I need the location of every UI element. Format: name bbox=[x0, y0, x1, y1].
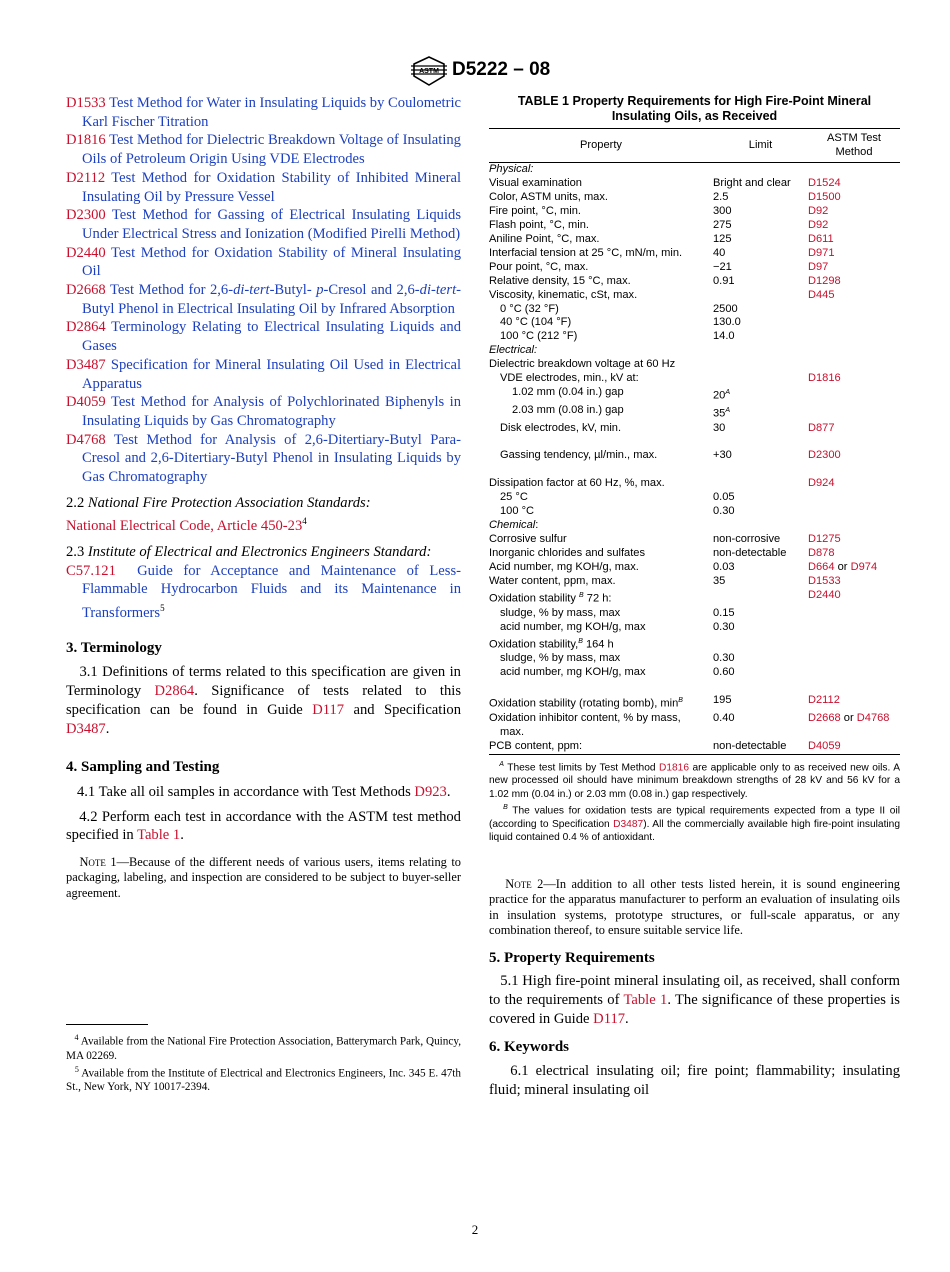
table-cell: 0.40 bbox=[713, 711, 735, 724]
table-row bbox=[489, 205, 900, 219]
table-cell: non-detectable bbox=[713, 739, 787, 752]
table-cell: Flash point, °C, min. bbox=[489, 218, 590, 231]
table-cell[interactable]: D4059 bbox=[808, 739, 841, 752]
table-cell: 2.03 mm (0.08 in.) gap bbox=[512, 403, 624, 416]
table-cell: Disk electrodes, kV, min. bbox=[500, 421, 622, 434]
table-cell: 1.02 mm (0.04 in.) gap bbox=[512, 386, 624, 399]
reference-link[interactable]: D2864 bbox=[66, 319, 106, 336]
table-cell: Corrosive sulfur bbox=[489, 533, 567, 546]
reference-item bbox=[66, 94, 461, 131]
reference-item: C57.121 Guide for Acceptance and Maintenance of Less-Flammable Hydrocarbon Fluids and its Maintenance in Transformers$^5$ bbox=[66, 562, 461, 621]
table-row bbox=[489, 607, 900, 621]
table-cell[interactable]: D2300 bbox=[808, 449, 841, 462]
footnote-divider bbox=[66, 1024, 148, 1025]
table-cell bbox=[713, 589, 808, 607]
reference-link[interactable]: D4059 bbox=[66, 394, 106, 411]
d923-link[interactable]: D923 bbox=[414, 783, 447, 800]
table-row bbox=[489, 219, 900, 233]
table-row bbox=[489, 694, 900, 712]
table-cell bbox=[808, 635, 900, 653]
table-cell: Viscosity, kinematic, cSt, max. bbox=[489, 288, 638, 301]
reference-item bbox=[66, 393, 461, 430]
reference-item bbox=[66, 206, 461, 243]
section-4-1: 4.1 Take all oil samples in accordance with Test Methods D923. bbox=[76, 783, 451, 800]
header-property: Property bbox=[580, 138, 622, 151]
table-cell: Acid number, mg KOH/g, max. bbox=[489, 561, 639, 574]
table-row bbox=[489, 477, 900, 491]
table-row bbox=[489, 712, 900, 740]
table-cell[interactable]: D2440 bbox=[808, 589, 841, 602]
table-footnote-a: $^A$ These test limits by Test Method D1816 are applicable only to as received new oils. A new processed oil should have minimum breakdown strengths of 28 kV and 56 kV for a 1.02 mm (0.04 in.) or 2.03 mm (0.08 in.) gap respectively. bbox=[489, 760, 900, 800]
reference-title-link[interactable]: Test Method for Analysis of Polychlorinated Biphenyls in Insulating Liquids by Gas Chromatography bbox=[82, 394, 462, 429]
table-cell[interactable]: D971 bbox=[808, 246, 835, 259]
table-cell bbox=[808, 316, 900, 330]
table-cell[interactable]: D445 bbox=[808, 288, 835, 301]
table-cell: D2668 or D4768 bbox=[808, 711, 890, 724]
table-cell: Color, ASTM units, max. bbox=[489, 190, 608, 203]
table-cell bbox=[808, 303, 900, 317]
table-cell: Dissipation factor at 60 Hz, %, max. bbox=[489, 477, 665, 490]
table-footnotes bbox=[489, 758, 900, 845]
section-5-1: 5.1 High fire-point mineral insulating oil, as received, shall conform to the requirements of Table 1. The significance of these properties is covered in Guide D117. bbox=[489, 973, 900, 1027]
table-cell: non-corrosive bbox=[713, 533, 781, 546]
table-cell: 0.30 bbox=[713, 620, 735, 633]
table-1-link[interactable]: Table 1 bbox=[623, 991, 668, 1008]
table-cell: 0.30 bbox=[713, 505, 735, 518]
reference-title-link[interactable]: Terminology Relating to Electrical Insulating Liquids and Gases bbox=[82, 319, 461, 355]
table-cell bbox=[808, 505, 900, 519]
reference-item bbox=[66, 169, 461, 206]
reference-title-link[interactable]: Guide for Acceptance and Maintenance of Less-Flammable Hydrocarbon Fluids and its Maintenance in Transformers bbox=[82, 562, 461, 621]
table-cell: Visual examination bbox=[489, 176, 582, 189]
table-cell: Water content, ppm, max. bbox=[489, 575, 616, 588]
table-row bbox=[489, 575, 900, 589]
reference-link[interactable]: D2440 bbox=[66, 244, 106, 261]
table-row bbox=[489, 177, 900, 191]
table-row bbox=[489, 289, 900, 303]
astm-logo-icon bbox=[410, 56, 448, 86]
reference-item bbox=[66, 281, 461, 318]
table-cell[interactable]: D2112 bbox=[808, 694, 840, 707]
table-cell bbox=[808, 621, 900, 635]
table-cell: 40 °C (104 °F) bbox=[500, 316, 572, 329]
table-row bbox=[489, 533, 900, 547]
reference-link[interactable]: D2300 bbox=[66, 207, 106, 224]
table-cell: Electrical: bbox=[489, 344, 538, 357]
d117-link[interactable]: D117 bbox=[312, 701, 345, 718]
reference-link[interactable]: D1816 bbox=[66, 132, 106, 149]
reference-title-link[interactable]: Test Method for Gassing of Electrical Insulating Liquids Under Electrical Stress and Ionization (Modified Pirelli Method) bbox=[82, 207, 461, 242]
table-cell: D664 or D974 bbox=[808, 561, 878, 574]
table-cell: Gassing tendency, µl/min., max. bbox=[500, 449, 658, 462]
table-cell: 0.91 bbox=[713, 274, 735, 287]
reference-item bbox=[66, 244, 461, 281]
section-6-1: 6.1 electrical insulating oil; fire point; flammability; insulating fluid; mineral insulating oil bbox=[489, 1063, 901, 1098]
table-row bbox=[489, 505, 900, 519]
table-cell[interactable]: D92 bbox=[808, 204, 829, 217]
reference-link[interactable]: C57.121 bbox=[66, 562, 116, 579]
table-row bbox=[489, 303, 900, 317]
reference-title-link[interactable]: Test Method for Oxidation Stability of Mineral Insulating Oil bbox=[82, 244, 461, 280]
table-row bbox=[489, 519, 900, 533]
header-method: ASTM Test Method bbox=[826, 131, 882, 158]
table-cell: 0.30 bbox=[713, 652, 735, 665]
table-cell: 125 bbox=[713, 232, 732, 245]
table-cell: Oxidation stability $^B$ 72 h: bbox=[489, 592, 612, 605]
header-limit: Limit bbox=[748, 138, 773, 151]
table-row bbox=[489, 386, 900, 404]
table-cell: 0 °C (32 °F) bbox=[500, 302, 559, 315]
reference-item bbox=[66, 318, 461, 355]
d3487-link[interactable]: D3487 bbox=[66, 720, 106, 737]
table-cell bbox=[808, 491, 900, 505]
table-cell: Pour point, °C, max. bbox=[489, 260, 589, 273]
table-cell: 275 bbox=[713, 218, 732, 231]
footnote-4: $^4$ Available from the National Fire Protection Association, Batterymarch Park, Quincy, MA 02269. bbox=[66, 1033, 461, 1062]
section-2-3: 2.3 Institute of Electrical and Electronics Engineers Standard: bbox=[66, 544, 432, 561]
table-cell[interactable]: D1298 bbox=[808, 274, 841, 287]
table-cell: 130.0 bbox=[713, 316, 741, 329]
page-header bbox=[0, 56, 950, 88]
table-cell: sludge, % by mass, max bbox=[500, 606, 621, 619]
table-cell bbox=[713, 477, 808, 491]
table-row bbox=[489, 666, 900, 680]
table-cell bbox=[808, 607, 900, 621]
table-cell[interactable]: D1533 bbox=[808, 575, 841, 588]
table-cell bbox=[808, 404, 900, 422]
table-row bbox=[489, 344, 900, 358]
table-row bbox=[489, 491, 900, 505]
table-cell[interactable]: D1816 bbox=[808, 372, 841, 385]
table-cell: Fire point, °C, min. bbox=[489, 204, 581, 217]
table-cell: Dielectric breakdown voltage at 60 Hz bbox=[489, 358, 676, 371]
table-row bbox=[489, 740, 900, 754]
table-cell: PCB content, ppm: bbox=[489, 739, 583, 752]
table-cell bbox=[808, 652, 900, 666]
table-cell bbox=[713, 289, 808, 303]
table-row bbox=[489, 561, 900, 575]
reference-link[interactable]: D1533 bbox=[66, 95, 106, 111]
table-cell[interactable]: D97 bbox=[808, 260, 829, 273]
table-cell: 35 bbox=[713, 575, 726, 588]
table-cell: 100 °C bbox=[500, 505, 535, 518]
table-cell: −21 bbox=[713, 260, 732, 273]
reference-item bbox=[66, 356, 461, 393]
note-1: Note 1—Because of the different needs of various users, items relating to packaging, labeling, and inspection are considered to be subject to buyer-seller agreement. bbox=[66, 855, 461, 900]
table-cell[interactable]: D1500 bbox=[808, 190, 841, 203]
document-id: D5222 – 08 bbox=[452, 59, 551, 80]
table-row bbox=[489, 635, 900, 653]
reference-list bbox=[66, 94, 461, 487]
table-row bbox=[489, 275, 900, 289]
table-cell: 40 bbox=[713, 246, 726, 259]
table-footnote-b: $^B$ The values for oxidation tests are typical requirements expected from a type II oil (according to Specification D3487). All the commercially available high fire-point insulating liquid contained 0.4 % of antioxidant. bbox=[489, 804, 900, 844]
section-3-heading: 3. Terminology bbox=[66, 639, 162, 656]
table-cell: VDE electrodes, min., kV at: bbox=[500, 372, 639, 385]
table-cell: acid number, mg KOH/g, max bbox=[500, 620, 646, 633]
table-cell: 195 bbox=[713, 694, 732, 707]
table-cell bbox=[713, 635, 808, 653]
table-cell: Interfacial tension at 25 °C, mN/m, min. bbox=[489, 246, 683, 259]
table-row bbox=[489, 330, 900, 344]
table-row bbox=[489, 233, 900, 247]
table-cell: 0.60 bbox=[713, 666, 735, 679]
table-cell: 300 bbox=[713, 204, 732, 217]
table-cell[interactable]: D924 bbox=[808, 477, 835, 490]
table-cell[interactable]: D877 bbox=[808, 421, 835, 434]
note-2: Note 2—In addition to all other tests listed herein, it is sound engineering practice for the apparatus manufacturer to perform an evaluation of insulating oils in insulation systems, prototype structures, or full-scale apparatus, or any combination thereof, to ensure suitable service life. bbox=[489, 876, 901, 938]
section-4-2: 4.2 Perform each test in accordance with the ASTM test method specified in Table 1. bbox=[66, 808, 461, 844]
table-cell: Oxidation stability,$^B$ 164 h bbox=[489, 637, 614, 651]
table-row bbox=[489, 449, 900, 463]
table-cell: Physical: bbox=[489, 163, 534, 175]
table-caption: TABLE 1 Property Requirements for High Fire-Point Mineral Insulating Oils, as Received bbox=[517, 94, 872, 123]
section-3-1: 3.1 Definitions of terms related to this specification are given in Terminology D2864. Significance of tests related to this specification can be found in Guide D117 and Specification D3487. bbox=[66, 664, 461, 737]
footnote-5: $^5$ Available from the Institute of Electrical and Electronics Engineers, Inc. 345 E. 47th St., New York, NY 10017-2394. bbox=[66, 1064, 461, 1094]
table-row bbox=[489, 247, 900, 261]
table-row bbox=[489, 358, 900, 372]
table-row bbox=[489, 621, 900, 635]
table-cell: Oxidation inhibitor content, % by mass, max. bbox=[489, 711, 681, 738]
table-cell: Relative density, 15 °C, max. bbox=[489, 274, 631, 287]
right-column bbox=[489, 94, 900, 1099]
table-cell: $35^A$ bbox=[713, 406, 731, 420]
table-cell[interactable]: D1275 bbox=[808, 533, 841, 546]
table-cell: acid number, mg KOH/g, max bbox=[500, 666, 646, 679]
table-row bbox=[489, 261, 900, 275]
svg-text:ASTM: ASTM bbox=[419, 68, 439, 75]
table-cell: sludge, % by mass, max bbox=[500, 652, 621, 665]
d2864-link[interactable]: D2864 bbox=[154, 683, 195, 700]
table-1-link[interactable]: Table 1 bbox=[137, 827, 181, 844]
table-cell[interactable]: D92 bbox=[808, 218, 829, 231]
page-number: 2 bbox=[471, 1222, 479, 1237]
reference-title-link[interactable]: Test Method for Dielectric Breakdown Voltage of Insulating Oils of Petroleum Origin Using VDE Electrodes bbox=[82, 132, 461, 168]
table-cell: 14.0 bbox=[713, 330, 735, 343]
reference-title-link[interactable]: Test Method for Oxidation Stability of Inhibited Mineral Insulating Oil by Pressure Vessel bbox=[82, 169, 461, 205]
reference-link[interactable]: D2112 bbox=[66, 169, 106, 186]
table-cell: 0.05 bbox=[713, 491, 735, 504]
table-row bbox=[489, 404, 900, 422]
reference-link[interactable]: D2668 bbox=[66, 282, 106, 299]
table-row bbox=[489, 163, 900, 177]
table-cell: Aniline Point, °C, max. bbox=[489, 232, 600, 245]
table-cell: $20^A$ bbox=[713, 389, 731, 402]
table-cell bbox=[808, 386, 900, 404]
reference-link[interactable]: D4768 bbox=[66, 431, 106, 448]
property-table bbox=[489, 128, 900, 755]
table-cell: +30 bbox=[713, 449, 732, 462]
table-row bbox=[489, 547, 900, 561]
reference-item bbox=[66, 431, 461, 487]
reference-link[interactable]: D3487 bbox=[66, 356, 106, 373]
reference-item bbox=[66, 131, 461, 168]
reference-title-link[interactable]: Test Method for Analysis of 2,6-Ditertiary-Butyl Para-Cresol and 2,6-Ditertiary-Butyl Phenol in Insulating Liquids by Gas Chromatography bbox=[82, 431, 461, 486]
reference-title-link[interactable]: Specification for Mineral Insulating Oil Used in Electrical Apparatus bbox=[82, 356, 461, 392]
reference-title-link[interactable]: Test Method for Water in Insulating Liquids by Coulometric Karl Fischer Titration bbox=[82, 95, 462, 130]
footnotes bbox=[66, 1031, 461, 1094]
table-row bbox=[489, 652, 900, 666]
table-cell: 30 bbox=[713, 421, 726, 434]
section-5-heading: 5. Property Requirements bbox=[489, 949, 655, 966]
table-row bbox=[489, 372, 900, 386]
table-cell[interactable]: D1524 bbox=[808, 176, 841, 189]
table-row bbox=[489, 191, 900, 205]
table-cell: Bright and clear bbox=[713, 176, 791, 189]
table-cell: Inorganic chlorides and sulfates bbox=[489, 547, 646, 560]
reference-title-link[interactable]: Test Method for 2,6-di-tert-Butyl- p-Cresol and 2,6-di-tert-Butyl Phenol in Electrical Insulating Oil by Infrared Absorption bbox=[82, 282, 461, 317]
table-row bbox=[489, 422, 900, 436]
table-row bbox=[489, 316, 900, 330]
nec-link[interactable]: National Electrical Code, Article 450-23 bbox=[66, 518, 303, 535]
table-cell bbox=[713, 372, 808, 386]
table-cell: 2500 bbox=[713, 302, 738, 315]
table-cell bbox=[808, 666, 900, 680]
table-cell: 2.5 bbox=[713, 190, 729, 203]
table-cell: non-detectable bbox=[713, 547, 787, 560]
table-cell: 25 °C bbox=[500, 491, 528, 504]
table-cell[interactable]: D878 bbox=[808, 547, 835, 560]
table-cell: 100 °C (212 °F) bbox=[500, 330, 578, 343]
section-4-heading: 4. Sampling and Testing bbox=[66, 759, 220, 776]
section-2-2: 2.2 National Fire Protection Association Standards: National Electrical Code, Article $450-23^4$ bbox=[66, 494, 371, 535]
d117-link[interactable]: D117 bbox=[593, 1010, 626, 1027]
table-cell bbox=[808, 330, 900, 344]
table-row bbox=[489, 589, 900, 607]
table-cell[interactable]: D611 bbox=[808, 232, 834, 245]
left-column bbox=[66, 94, 461, 901]
table-cell: Chemical: bbox=[489, 519, 539, 532]
table-cell: 0.15 bbox=[713, 606, 735, 619]
table-cell: 0.03 bbox=[713, 561, 735, 574]
table-cell: Oxidation stability (rotating bomb), $\min^B$ bbox=[489, 697, 683, 710]
section-6-heading: 6. Keywords bbox=[489, 1039, 569, 1056]
